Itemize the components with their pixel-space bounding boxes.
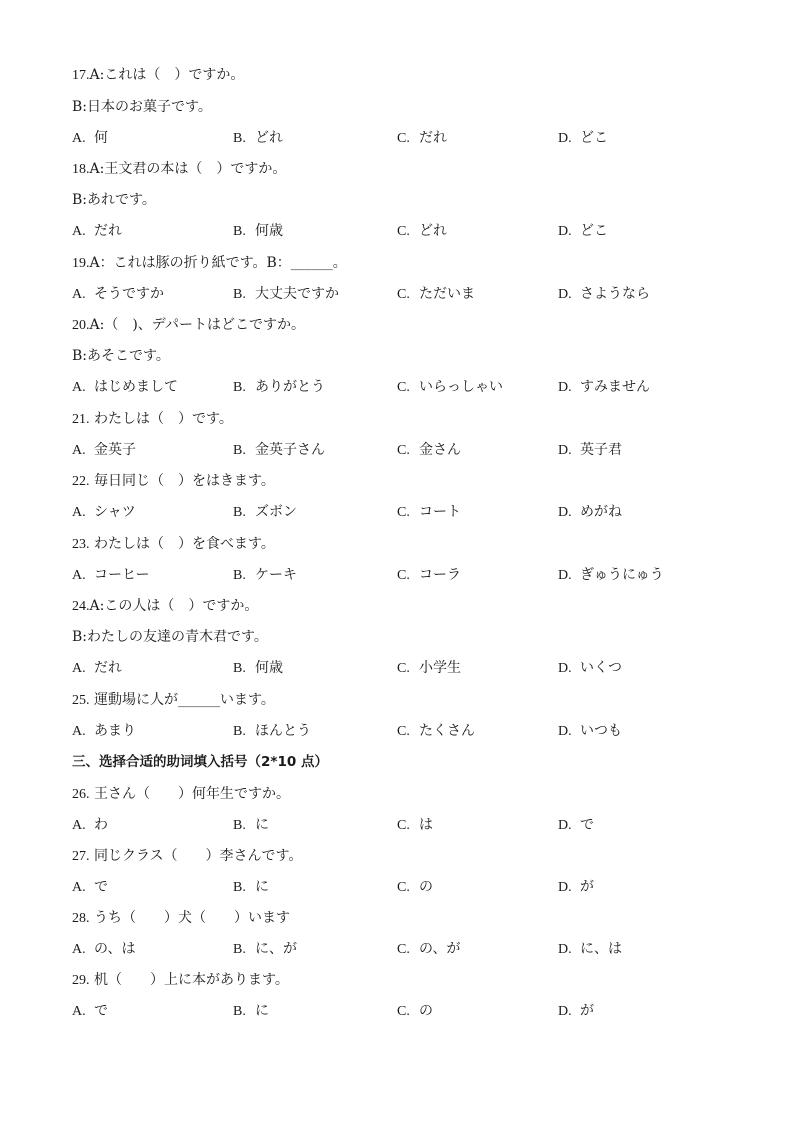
option-b [233,501,297,524]
option-text: 金英子 [94,442,136,458]
option-letter: B. [233,1004,246,1019]
option-a [72,876,108,899]
option-a [72,1000,108,1023]
option-text: 金英子さん [255,442,325,458]
option-letter: B. [233,443,246,458]
question-18-line-b: B:あれです。 [72,192,156,208]
option-text: に [255,817,269,833]
question-number: 21. [72,412,90,427]
option-letter: B. [233,224,246,239]
option-letter: C. [397,1004,410,1019]
option-b [233,876,269,899]
question-text: A:（ )、デパートはどこですか。 [89,317,305,333]
option-a [72,127,108,150]
question-26 [72,783,290,805]
option-letter: B. [233,661,246,676]
option-a [72,814,108,837]
option-text: コーラ [419,567,461,583]
option-d [558,376,650,399]
option-letter: B. [233,505,246,520]
option-b [233,220,283,243]
option-a [72,720,136,743]
option-letter: C. [397,724,410,739]
option-letter: B. [233,568,246,583]
question-number: 23. [72,537,90,552]
option-text: に、は [580,941,622,957]
option-text: さようなら [580,286,650,302]
option-text: シャツ [94,504,136,520]
option-letter: A. [72,505,86,520]
option-text: だれ [94,223,122,239]
option-text: どれ [255,130,283,146]
question-27 [72,845,302,867]
option-a [72,657,122,680]
option-text: 大丈夫ですか [255,286,339,302]
option-d [558,1000,594,1023]
option-d [558,501,622,524]
question-text: 運動場に人が______います。 [93,692,275,708]
option-b [233,814,269,837]
option-letter: D. [558,1004,572,1019]
option-c [397,376,503,399]
option-b [233,376,325,399]
option-letter: C. [397,224,410,239]
option-text: で [94,879,108,895]
question-21 [72,408,233,430]
option-letter: A. [72,880,86,895]
question-24-line-b: B:わたしの友達の青木君です。 [72,629,268,645]
option-text: ありがとう [255,379,325,395]
option-letter: D. [558,724,572,739]
option-d [558,720,622,743]
option-letter: A. [72,224,86,239]
option-letter: A. [72,287,86,302]
option-a [72,283,164,306]
option-c [397,938,460,961]
option-text: の、が [419,941,461,957]
option-c [397,439,461,462]
question-number: 29. [72,973,90,988]
section-heading: 三、选择合适的助词填入括号（2*10 点） [72,754,328,770]
option-b [233,657,283,680]
option-text: 金さん [419,442,461,458]
option-text: いらっしゃい [419,379,503,395]
option-letter: C. [397,568,410,583]
option-letter: A. [72,131,86,146]
option-text: どこ [580,130,608,146]
option-text: ぎゅうにゅう [580,567,664,583]
question-20 [72,314,305,336]
question-number: 19. [72,256,90,271]
option-letter: C. [397,505,410,520]
option-text: わ [94,817,108,833]
question-29-options [72,1000,752,1022]
option-d [558,876,594,899]
question-text: わたしは（ ）です。 [93,411,233,427]
question-text: わたしは（ ）を食べます。 [93,536,275,552]
option-letter: B. [233,942,246,957]
question-18 [72,158,286,180]
option-text: の、は [94,941,136,957]
option-text: に、が [255,941,297,957]
option-letter: B. [233,880,246,895]
option-d [558,283,650,306]
option-a [72,938,135,961]
question-20-line-b: B:あそこです。 [72,348,170,364]
question-24-options [72,657,752,679]
option-text: そうですか [94,286,164,302]
option-c [397,564,461,587]
question-text: A:王文君の本は（ ）ですか。 [89,161,287,177]
option-letter: A. [72,661,86,676]
option-text: はじめまして [94,379,178,395]
option-d [558,564,664,587]
question-number: 24. [72,599,90,614]
option-d [558,938,622,961]
option-text: だれ [94,660,122,676]
option-letter: D. [558,287,572,302]
option-letter: C. [397,818,410,833]
option-a [72,501,136,524]
option-letter: D. [558,505,572,520]
question-number: 27. [72,849,90,864]
question-21-options [72,439,752,461]
option-text: どこ [580,223,608,239]
option-text: 何 [94,130,108,146]
option-text: ほんとう [255,723,311,739]
option-b [233,1000,269,1023]
option-text: どれ [419,223,447,239]
option-letter: B. [233,724,246,739]
option-letter: A. [72,568,86,583]
option-text: が [580,1003,594,1019]
option-d [558,814,594,837]
option-letter: A. [72,942,86,957]
option-a [72,220,122,243]
question-17-options [72,127,752,149]
option-text: たくさん [419,723,475,739]
option-letter: C. [397,287,410,302]
question-26-options [72,814,752,836]
option-letter: B. [233,131,246,146]
option-letter: C. [397,380,410,395]
option-text: ケーキ [255,567,297,583]
option-d [558,220,608,243]
question-20-options [72,376,752,398]
option-text: で [94,1003,108,1019]
option-text: の [419,879,433,895]
option-text: に [255,1003,269,1019]
option-text: 何歳 [255,660,283,676]
option-letter: A. [72,1004,86,1019]
option-d [558,127,608,150]
option-letter: D. [558,942,572,957]
option-text: だれ [419,130,447,146]
option-b [233,283,339,306]
question-23 [72,533,275,555]
question-25 [72,689,275,711]
option-letter: C. [397,880,410,895]
question-19-options [72,283,752,305]
question-29 [72,969,289,991]
option-text: コート [419,504,461,520]
option-letter: B. [233,380,246,395]
question-24 [72,595,258,617]
option-letter: B. [233,287,246,302]
option-b [233,564,297,587]
question-text: A:この人は（ ）ですか。 [89,598,259,614]
option-a [72,564,149,587]
question-28-options [72,938,752,960]
question-text: 王さん（ ）何年生ですか。 [93,786,290,802]
option-letter: D. [558,131,572,146]
option-text: いくつ [580,660,622,676]
option-letter: D. [558,661,572,676]
option-text: の [419,1003,433,1019]
question-text: A：これは豚の折り紙です。B：______。 [89,255,347,271]
question-27-options [72,876,752,898]
option-c [397,657,461,680]
option-text: 小学生 [419,660,461,676]
question-text: 机（ ）上に本があります。 [93,972,289,988]
question-number: 25. [72,693,90,708]
option-letter: D. [558,443,572,458]
option-letter: A. [72,818,86,833]
option-c [397,720,475,743]
option-letter: C. [397,131,410,146]
question-number: 20. [72,318,90,333]
option-b [233,127,283,150]
option-b [233,720,311,743]
question-number: 17. [72,68,90,83]
option-letter: A. [72,724,86,739]
option-letter: A. [72,380,86,395]
option-a [72,439,136,462]
question-28 [72,907,290,929]
option-text: めがね [580,504,622,520]
question-18-options [72,220,752,242]
option-d [558,657,622,680]
option-text: 英子君 [580,442,622,458]
question-number: 26. [72,787,90,802]
option-text: ズボン [255,504,297,520]
option-text: すみません [580,379,650,395]
question-number: 22. [72,474,90,489]
option-letter: D. [558,568,572,583]
option-text: コーヒー [94,567,150,583]
question-22-options [72,501,752,523]
option-letter: C. [397,661,410,676]
option-c [397,1000,433,1023]
option-c [397,127,447,150]
option-text: は [419,817,433,833]
question-17-line-b: B:日本のお菓子です。 [72,99,212,115]
option-a [72,376,178,399]
question-text: A:これは（ ）ですか。 [89,67,245,83]
question-25-options [72,720,752,742]
option-c [397,501,461,524]
option-letter: B. [233,818,246,833]
option-letter: D. [558,818,572,833]
question-text: 毎日同じ（ ）をはきます。 [93,473,275,489]
option-b [233,439,325,462]
question-23-options [72,564,752,586]
option-c [397,814,433,837]
option-text: が [580,879,594,895]
question-text: 同じクラス（ ）李さんです。 [93,848,303,864]
option-c [397,220,447,243]
question-19 [72,252,347,274]
question-number: 18. [72,162,90,177]
option-letter: D. [558,380,572,395]
option-letter: A. [72,443,86,458]
option-text: で [580,817,594,833]
option-letter: C. [397,942,410,957]
option-letter: D. [558,880,572,895]
question-17 [72,64,244,86]
question-number: 28. [72,911,90,926]
option-b [233,938,297,961]
option-text: あまり [94,723,136,739]
option-d [558,439,622,462]
question-text: うち（ ）犬（ ）います [93,910,290,926]
option-text: に [255,879,269,895]
option-letter: C. [397,443,410,458]
option-text: いつも [580,723,622,739]
option-text: ただいま [419,286,475,302]
question-22 [72,470,275,492]
option-letter: D. [558,224,572,239]
option-c [397,283,475,306]
option-c [397,876,433,899]
option-text: 何歳 [255,223,283,239]
